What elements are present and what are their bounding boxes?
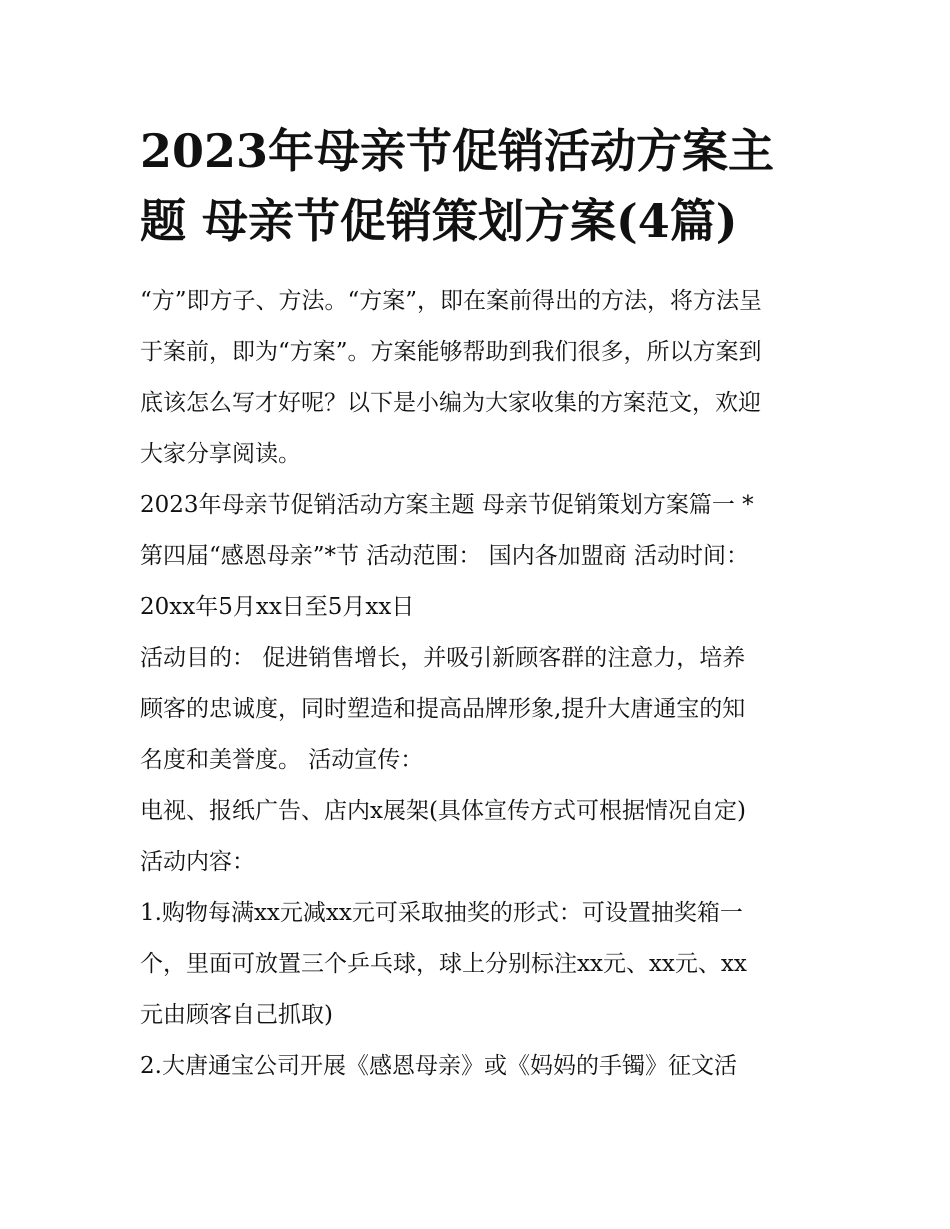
body-line: 顾客的忠诚度，同时塑造和提高品牌形象,提升大唐通宝的知	[140, 696, 746, 722]
body-line: 于案前，即为“方案”。方案能够帮助到我们很多，所以方案到	[140, 339, 762, 365]
body-line: 1.购物每满xx元减xx元可采取抽奖的形式：可设置抽奖箱一	[140, 900, 743, 926]
body-line: 大家分享阅读。	[140, 441, 301, 467]
body-line: 元由顾客自己抓取)	[140, 1002, 333, 1028]
body-line: 2.大唐通宝公司开展《感恩母亲》或《妈妈的手镯》征文活	[140, 1053, 737, 1079]
body-line: 第四届“感恩母亲”*节 活动范围： 国内各加盟商 活动时间：	[140, 543, 749, 569]
body-line: 名度和美誉度。 活动宣传：	[140, 747, 424, 773]
body-line: 底该怎么写才好呢？以下是小编为大家收集的方案范文，欢迎	[140, 390, 761, 416]
body-line: 电视、报纸广告、店内x展架(具体宣传方式可根据情况自定)	[140, 798, 746, 824]
title-line: 2023年母亲节促销活动方案主	[140, 124, 775, 178]
body-line: “方”即方子、方法。“方案”，即在案前得出的方法，将方法呈	[140, 288, 763, 314]
document-body	[140, 276, 830, 1092]
document-title	[140, 116, 820, 256]
body-line: 个，里面可放置三个乒乓球，球上分别标注xx元、xx元、xx	[140, 951, 747, 977]
body-line: 2023年母亲节促销活动方案主题 母亲节促销策划方案篇一 *	[140, 492, 754, 518]
body-line: 活动目的： 促进销售增长，并吸引新顾客群的注意力，培养	[140, 645, 746, 671]
body-line: 活动内容：	[140, 849, 255, 875]
body-line: 20xx年5月xx日至5月xx日	[140, 594, 415, 620]
title-line: 题 母亲节促销策划方案(4篇)	[140, 194, 738, 248]
